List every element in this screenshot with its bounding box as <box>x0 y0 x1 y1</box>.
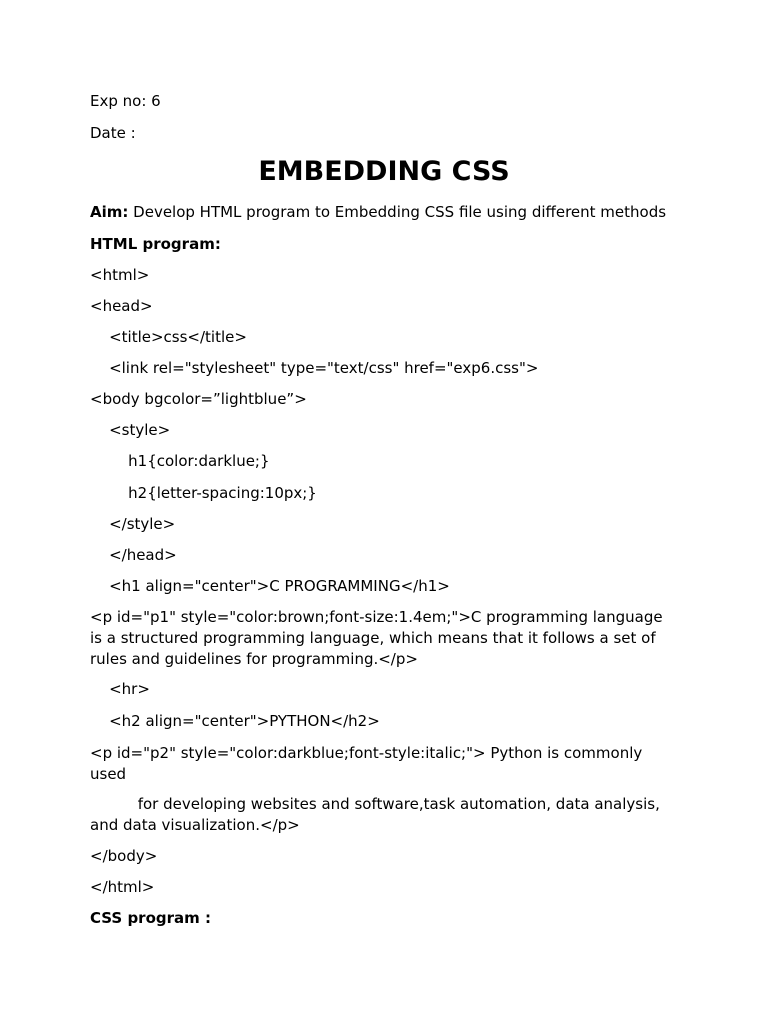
code-line-wrapped: <p id="p1" style="color:brown;font-size:1.4em;">C programming language is a structured programming language, which means that it follows a set of rules and guidelines for programming.</p> <box>90 608 663 668</box>
code-line: <h2 align="center">PYTHON</h2> <box>90 712 380 730</box>
page-title: EMBEDDING CSS <box>258 156 510 187</box>
code-line: <body bgcolor=”lightblue”> <box>90 390 307 408</box>
aim-text: Develop HTML program to Embedding CSS file using different methods <box>128 203 667 221</box>
aim-label: Aim: <box>90 203 129 221</box>
code-line-wrapped: <p id="p2" style="color:darkblue;font-style:italic;"> Python is commonly used <box>90 744 643 783</box>
code-line: <hr> <box>90 680 150 698</box>
code-line: <link rel="stylesheet" type="text/css" href="exp6.css"> <box>90 359 539 377</box>
html-program-heading: HTML program: <box>90 235 221 253</box>
code-line: <title>css</title> <box>90 328 247 346</box>
code-line: <style> <box>90 421 171 439</box>
code-line: </style> <box>90 515 176 533</box>
code-line-wrapped: for developing websites and software,task automation, data analysis, and data visualization.</p> <box>90 795 665 834</box>
code-line: h2{letter-spacing:10px;} <box>90 484 317 502</box>
code-line: <h1 align="center">C PROGRAMMING</h1> <box>90 577 450 595</box>
date-line: Date : <box>90 124 136 142</box>
code-line: </body> <box>90 847 158 865</box>
code-line: h1{color:darklue;} <box>90 452 270 470</box>
code-line: <html> <box>90 266 150 284</box>
code-line: </html> <box>90 878 155 896</box>
css-program-heading: CSS program : <box>90 909 211 927</box>
aim-line <box>90 202 666 223</box>
code-line: <head> <box>90 297 153 315</box>
exp-number: Exp no: 6 <box>90 92 161 110</box>
code-line: </head> <box>90 546 177 564</box>
